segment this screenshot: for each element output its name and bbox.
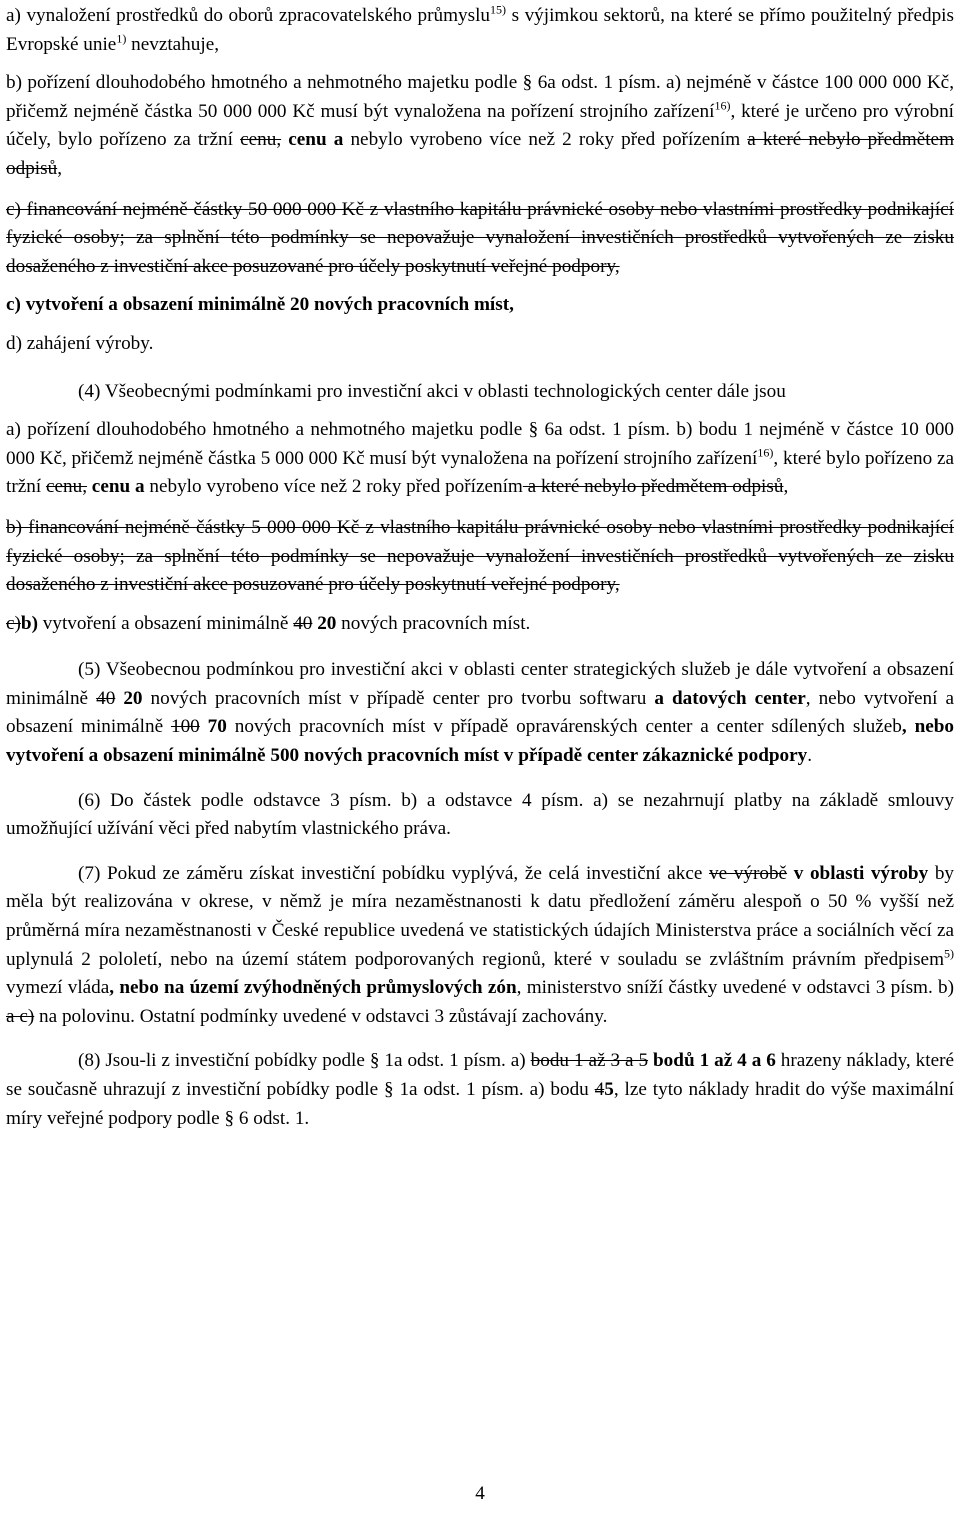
text-run: (7) Pokud ze záměru získat investiční pobídku vyplývá, že celá investiční akce <box>78 862 710 884</box>
page-number: 4 <box>475 1483 485 1504</box>
item-b <box>6 69 954 183</box>
text-run: , které je určeno pro výrobní účely, bylo pořízeno za tržní <box>6 100 954 151</box>
inserted-text: , nebo vytvoření a obsazení minimálně 500 nových pracovních míst v případě center zákaznické podpory <box>6 716 955 767</box>
text-run: a) pořízení dlouhodobého hmotného a nehmotného majetku podle § 6a odst. 1 písm. b) bodu 1 nejméně v částce 10 000 000 Kč, přičemž nejméně částka 5 000 000 Kč musí být vynaložena na pořízení strojního zařízení <box>6 419 954 469</box>
text-run: vymezí vláda <box>6 977 110 999</box>
deleted-text: a které nebylo předmětem odpisů <box>522 476 784 498</box>
text-run: , nebo vytvoření a obsazení minimálně <box>6 687 954 738</box>
text-run: nových pracovních míst. <box>336 612 531 634</box>
paragraph-4-item-b-deleted <box>6 514 954 600</box>
text-run: na polovinu. Ostatní podmínky uvedené v odstavci 3 zůstávají zachovány. <box>34 1005 608 1027</box>
text-run: (4) Všeobecnými podmínkami pro investiční akci v oblasti technologických center dále jsou <box>78 380 786 402</box>
deleted-text: c) financování nejméně částky 50 000 000 Kč z vlastního kapitálu právnické osoby nebo vlastními prostředky podnikající fyzické osoby; za splnění této podmínky se nepovažuje vynaložení investičních prostředků vytvořených ze zisku dosaženého z investiční akce posuzované pro účely poskytnutí veřejné podpory, <box>6 198 954 277</box>
deleted-text: bodu 1 až 3 a 5 <box>530 1050 649 1072</box>
text-run <box>200 716 208 737</box>
inserted-text: bodů 1 až 4 a 6 <box>653 1050 776 1072</box>
paragraph-4-item-a <box>6 416 954 502</box>
text-run: d) zahájení výroby. <box>6 332 154 354</box>
text-run: by měla být realizována v okrese, v němž je míra nezaměstnanosti k datu předložení záměru alespoň o 50 % vyšší než průměrná míra nezaměstnanosti v České republice uvedená ve statistických údajích Ministerstva práce a sociálních věcí za uplynulá 2 pololetí, nebo na území státem podporovaných regionů, které v souladu se zvláštním právním předpisem <box>6 862 955 970</box>
text-run: , <box>57 157 62 179</box>
text-run: , ministerstvo sníží částky uvedené v odstavci 3 písm. b) <box>516 977 955 999</box>
deleted-text: cenu, <box>240 129 282 151</box>
deleted-text: 4 <box>594 1079 605 1100</box>
paragraph-8 <box>6 1047 954 1133</box>
text-run: nových pracovních míst v případě center pro tvorbu softwaru <box>142 687 655 709</box>
paragraph-5 <box>6 656 954 770</box>
paragraph-7 <box>6 860 954 1032</box>
inserted-text: 70 <box>207 716 227 738</box>
text-run: , <box>783 476 789 498</box>
deleted-text: 100 <box>170 716 200 738</box>
item-a <box>6 2 954 59</box>
text-run: nebylo vyrobeno více než 2 roky před pořízením <box>343 129 748 151</box>
text-run: nebylo vyrobeno více než 2 roky před pořízením <box>144 476 523 498</box>
item-c-deleted <box>6 196 954 282</box>
deleted-text: 40 <box>293 612 313 634</box>
footnote-ref: 15) <box>490 2 507 17</box>
inserted-text: 20 <box>123 687 143 709</box>
inserted-text: 20 <box>317 612 337 634</box>
deleted-text: cenu, <box>45 476 87 498</box>
text-run: nevztahuje, <box>126 33 220 55</box>
paragraph-6 <box>6 787 954 844</box>
text-run: vytvoření a obsazení minimálně <box>37 612 294 634</box>
inserted-text: v oblasti výroby <box>793 862 929 884</box>
text-run: (8) Jsou-li z investiční pobídky podle § 1a odst. 1 písm. a) <box>78 1050 531 1072</box>
document-page <box>6 0 954 1133</box>
text-run: . <box>807 745 813 767</box>
text-run: (5) Všeobecnou podmínkou pro investiční akci v oblasti center strategických služeb je dále vytvoření a obsazení minimálně <box>6 659 954 709</box>
text-run: nových pracovních míst v případě opravárenských center a center sdílených služeb <box>226 716 902 738</box>
paragraph-4 <box>6 378 954 407</box>
item-d <box>6 330 954 359</box>
text-run: (6) Do částek podle odstavce 3 písm. b) a odstavce 4 písm. a) se nezahrnují platby na základě smlouvy umožňující užívání věci před nabytím vlastnického práva. <box>6 789 954 840</box>
inserted-text: , nebo na území zvýhodněných průmyslových zón <box>109 977 517 999</box>
text-run: hrazeny náklady, které se současně uhrazují z investiční pobídky podle § 1a odst. 1 písm. a) bodu <box>6 1050 955 1100</box>
deleted-text: a které nebylo předmětem odpisů <box>6 129 954 179</box>
inserted-text: cenu a <box>91 476 145 498</box>
deleted-text: 40 <box>96 687 116 709</box>
deleted-text: a c) <box>6 1005 35 1027</box>
inserted-text: c) vytvoření a obsazení minimálně 20 nových pracovních míst, <box>6 294 514 316</box>
item-c-new <box>6 291 954 320</box>
inserted-text: a datových center <box>654 687 806 709</box>
footnote-ref: 16) <box>757 445 774 460</box>
text-run: , lze tyto náklady hradit do výše maximální míry veřejné podpory podle § 6 odst. 1. <box>6 1079 954 1129</box>
inserted-text: 5 <box>604 1079 614 1100</box>
deleted-text: ve výrobě <box>709 862 788 884</box>
deleted-text: c) <box>6 612 21 634</box>
inserted-text: b) <box>20 612 38 634</box>
footnote-ref: 1) <box>116 31 127 46</box>
text-run: s výjimkou sektorů, na které se přímo použitelný předpis Evropské unie <box>6 5 954 55</box>
text-run: b) pořízení dlouhodobého hmotného a nehmotného majetku podle § 6a odst. 1 písm. a) nejméně v částce 100 000 000 Kč, přičemž nejméně částka 50 000 000 Kč musí být vynaložena na pořízení strojního zařízení <box>6 72 954 122</box>
inserted-text: cenu a <box>288 129 344 151</box>
footnote-ref: 5) <box>944 946 954 961</box>
text-run <box>787 863 794 884</box>
text-run: a) vynaložení prostředků do oborů zpracovatelského průmyslu <box>6 5 491 26</box>
deleted-text: b) financování nejméně částky 5 000 000 Kč z vlastního kapitálu právnické osoby nebo vlastními prostředky podnikající fyzické osoby; za splnění této podmínky se nepovažuje vynaložení investičních prostředků vytvořených ze zisku dosaženého z investiční akce posuzované pro účely poskytnutí veřejné podpory, <box>6 516 954 596</box>
text-run: , které bylo pořízeno za tržní <box>6 447 955 498</box>
paragraph-4-item-c <box>6 610 954 639</box>
footnote-ref: 16) <box>714 98 731 113</box>
